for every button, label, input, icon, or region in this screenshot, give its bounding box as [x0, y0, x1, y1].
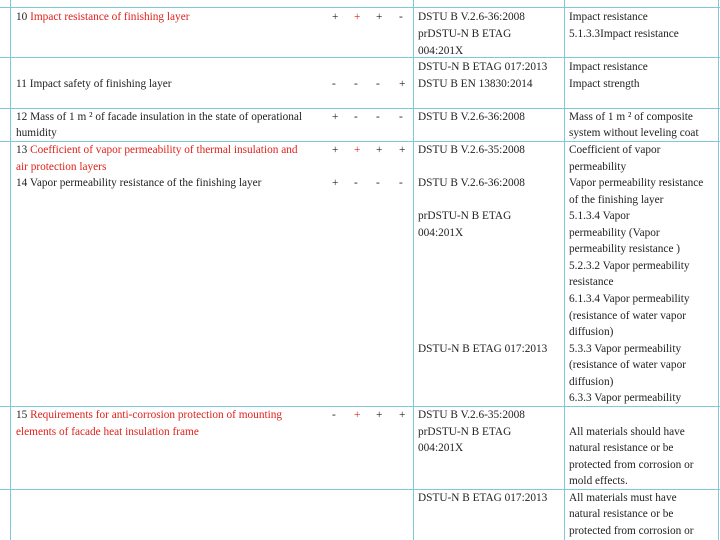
- row-13-mark-4: +: [399, 144, 406, 156]
- row-13-title-text: Coefficient of vapor permeability of thermal insulation and: [30, 144, 298, 156]
- row-10-note: Impact resistance: [569, 61, 648, 73]
- row-15-standard: DSTU-N B ETAG 017:2013: [418, 492, 548, 504]
- row-14-standard: prDSTU-N B ETAG: [418, 210, 512, 222]
- row-12-standard: DSTU B V.2.6-36:2008: [418, 111, 525, 123]
- row-15-title-text: Requirements for anti-corrosion protection of mounting: [30, 409, 283, 421]
- row-15-title: [16, 407, 282, 424]
- row-10-number: 10: [16, 11, 31, 23]
- row-11-mark-4: +: [399, 78, 406, 90]
- row-15-note: protected from corrosion or: [569, 525, 694, 537]
- row-15-note: natural resistance or be: [569, 442, 674, 454]
- row-15-mark-1: -: [332, 409, 336, 421]
- row-14-mark-4: -: [399, 177, 403, 189]
- grid-line: [10, 0, 11, 540]
- row-10-standard: 004:201X: [418, 45, 464, 57]
- row-14-mark-3: -: [376, 177, 380, 189]
- grid-line: [0, 57, 720, 58]
- row-10-standard: DSTU B V.2.6-36:2008: [418, 11, 525, 23]
- row-12-note: Mass of 1 m ² of composite: [569, 111, 693, 123]
- row-13-number: 13: [16, 144, 31, 156]
- row-11-note: Impact strength: [569, 78, 640, 90]
- row-13-title: [16, 142, 298, 159]
- row-10-title: [16, 9, 189, 26]
- row-11-mark-3: -: [376, 78, 380, 90]
- row-10-title-text: Impact resistance of finishing layer: [30, 11, 190, 23]
- row-14-note: 5.2.3.2 Vapor permeability: [569, 260, 690, 272]
- row-15-note: All materials must have: [569, 492, 677, 504]
- row-12-mark-4: -: [399, 111, 403, 123]
- row-14-mark-2: -: [354, 177, 358, 189]
- row-14-note: 6.3.3 Vapor permeability: [569, 392, 682, 404]
- row-10-standard: prDSTU-N B ETAG: [418, 28, 512, 40]
- row-12-title: humidity: [16, 127, 57, 139]
- row-15-mark-3: +: [376, 409, 383, 421]
- row-12-mark-2: -: [354, 111, 358, 123]
- row-13-mark-1: +: [332, 144, 339, 156]
- row-14-note: of the finishing layer: [569, 194, 664, 206]
- row-14-mark-1: +: [332, 177, 339, 189]
- row-14-note: (resistance of water vapor: [569, 359, 686, 371]
- row-11-title: 11 Impact safety of finishing layer: [16, 78, 172, 90]
- grid-line: [413, 0, 414, 540]
- row-15-note: natural resistance or be: [569, 508, 674, 520]
- row-10-mark-4: -: [399, 11, 403, 23]
- row-15-title-text: elements of facade heat insulation frame: [16, 426, 199, 438]
- row-11-standard: DSTU B EN 13830:2014: [418, 78, 533, 90]
- row-14-note: permeability (Vapor: [569, 227, 660, 239]
- row-14-note: 6.1.3.4 Vapor permeability: [569, 293, 690, 305]
- grid-line: [718, 0, 719, 540]
- row-10-standard: DSTU-N B ETAG 017:2013: [418, 61, 548, 73]
- row-15-mark-4: +: [399, 409, 406, 421]
- row-10-note: Impact resistance: [569, 11, 648, 23]
- row-10-mark-3: +: [376, 11, 383, 23]
- row-15-standard: 004:201X: [418, 442, 464, 454]
- row-14-standard: DSTU B V.2.6-36:2008: [418, 177, 525, 189]
- grid-line: [564, 0, 565, 540]
- row-12-mark-1: +: [332, 111, 339, 123]
- row-14-note: diffusion): [569, 326, 614, 338]
- row-15-standard: DSTU B V.2.6-35:2008: [418, 409, 525, 421]
- row-13-note: permeability: [569, 161, 627, 173]
- row-13-mark-2: +: [354, 144, 361, 156]
- row-15-note: All materials should have: [569, 426, 685, 438]
- row-11-mark-1: -: [332, 78, 336, 90]
- row-14-note: (resistance of water vapor: [569, 310, 686, 322]
- row-10-mark-1: +: [332, 11, 339, 23]
- row-13-mark-3: +: [376, 144, 383, 156]
- grid-line: [0, 7, 720, 8]
- row-14-note: 5.1.3.4 Vapor: [569, 210, 630, 222]
- row-14-note: resistance: [569, 276, 614, 288]
- row-14-note: diffusion): [569, 376, 614, 388]
- row-14-standard: 004:201X: [418, 227, 464, 239]
- row-15-mark-2: +: [354, 409, 361, 421]
- row-12-title: 12 Mass of 1 m ² of facade insulation in the state of operational: [16, 111, 303, 123]
- row-14-note: 5.3.3 Vapor permeability: [569, 343, 682, 355]
- row-13-standard: DSTU B V.2.6-35:2008: [418, 144, 525, 156]
- row-11-mark-2: -: [354, 78, 358, 90]
- row-13-title-text: air protection layers: [16, 161, 107, 173]
- row-13-note: Coefficient of vapor: [569, 144, 661, 156]
- row-15-standard: prDSTU-N B ETAG: [418, 426, 512, 438]
- row-12-mark-3: -: [376, 111, 380, 123]
- row-15-number: 15: [16, 409, 31, 421]
- row-10-mark-2: +: [354, 11, 361, 23]
- row-14-title: 14 Vapor permeability resistance of the finishing layer: [16, 177, 262, 189]
- row-15-note: protected from corrosion or: [569, 459, 694, 471]
- row-14-standard: DSTU-N B ETAG 017:2013: [418, 343, 548, 355]
- row-14-note: Vapor permeability resistance: [569, 177, 704, 189]
- row-14-note: permeability resistance ): [569, 243, 681, 255]
- row-12-note: system without leveling coat: [569, 127, 699, 139]
- row-10-note: 5.1.3.3Impact resistance: [569, 28, 679, 40]
- row-15-note: mold effects.: [569, 475, 628, 487]
